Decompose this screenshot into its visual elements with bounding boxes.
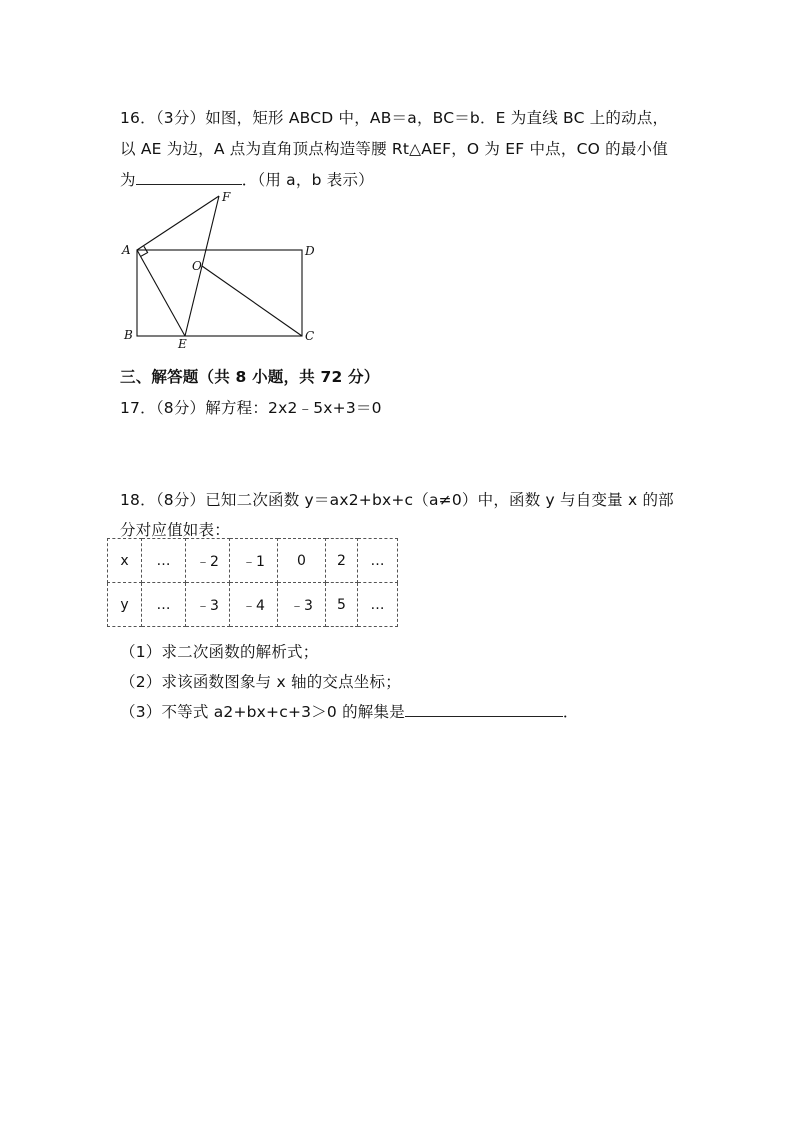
table-cell: 0 [278, 539, 326, 583]
label-d: D [305, 244, 315, 258]
q18-part-3-prefix: （3）不等式 a2+bx+c+3＞0 的解集是 [120, 703, 405, 721]
q18-line-1: 18．（8分）已知二次函数 y＝ax2+bx+c（a≠0）中，函数 y 与自变量 x 的部 [120, 491, 674, 509]
q16-line-3 [120, 168, 374, 190]
label-o: O [192, 259, 202, 273]
q18-part-1: （1）求二次函数的解析式； [120, 643, 319, 661]
table-cell: ﹣4 [230, 583, 278, 627]
q18-answer-blank[interactable] [405, 702, 563, 717]
table-cell: ﹣3 [186, 583, 230, 627]
q16-line-1: 16．（3分）如图，矩形 ABCD 中，AB＝a，BC＝b．E 为直线 BC 上的动点， [120, 109, 669, 127]
segment-af [137, 196, 219, 250]
table-cell: … [358, 539, 398, 583]
q16-answer-blank[interactable] [136, 170, 242, 185]
section-3-title: 三、解答题（共 8 小题，共 72 分） [120, 368, 380, 386]
table-cell: x [108, 539, 142, 583]
q18-part-3 [120, 700, 579, 722]
label-a: A [122, 243, 131, 257]
right-angle-mark [141, 246, 148, 256]
q16-line-3-suffix: ．（用 a，b 表示） [241, 171, 374, 189]
segment-oc [202, 266, 302, 336]
label-f: F [222, 190, 231, 204]
label-e: E [178, 337, 187, 348]
label-c: C [305, 329, 315, 343]
q16-line-3-prefix: 为 [120, 171, 136, 189]
label-b: B [124, 328, 133, 342]
table-cell: 2 [326, 539, 358, 583]
table-cell: ﹣3 [278, 583, 326, 627]
table-row-y [108, 583, 398, 627]
q18-part-2: （2）求该函数图象与 x 轴的交点坐标； [120, 673, 401, 691]
table-cell: y [108, 583, 142, 627]
table-row-x [108, 539, 398, 583]
segment-ae [137, 250, 185, 336]
rectangle-figure [118, 190, 328, 348]
q18-part-3-suffix: ． [562, 703, 579, 721]
q16-line-2: 以 AE 为边，A 点为直角顶点构造等腰 Rt△AEF，O 为 EF 中点，CO 的最小值 [120, 140, 668, 158]
value-table [107, 538, 398, 627]
table-cell: … [142, 583, 186, 627]
rectangle-abcd [137, 250, 302, 336]
q17-text: 17．（8分）解方程：2x2﹣5x+3＝0 [120, 399, 382, 417]
table-cell: ﹣1 [230, 539, 278, 583]
table-cell: ﹣2 [186, 539, 230, 583]
q18-line-2: 分对应值如表： [120, 521, 230, 539]
table-cell: … [358, 583, 398, 627]
table-cell: 5 [326, 583, 358, 627]
table-cell: … [142, 539, 186, 583]
